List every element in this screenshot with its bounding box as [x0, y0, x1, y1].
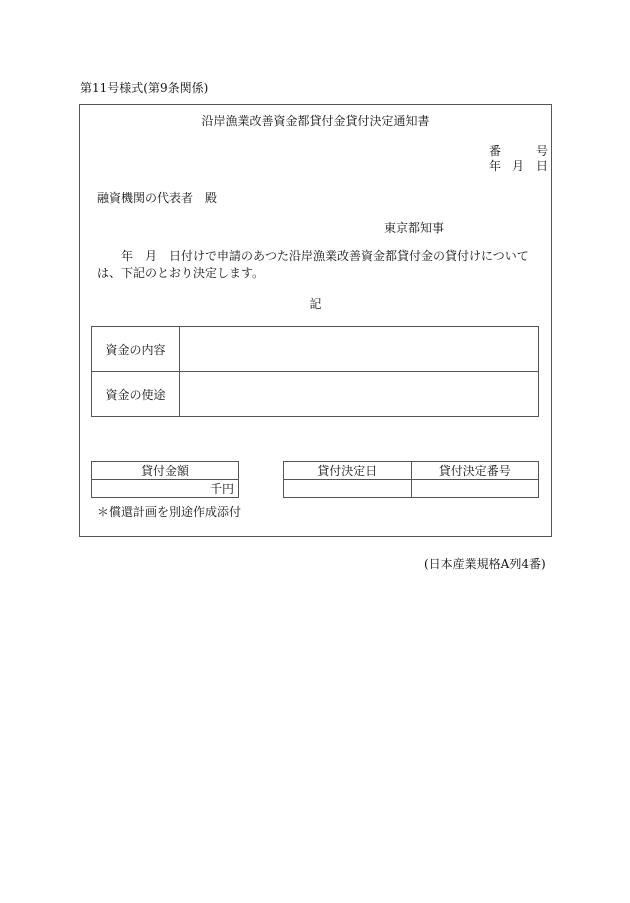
fund-details-table: [91, 326, 539, 417]
loan-amount-table: [91, 461, 239, 498]
month-label: 月: [512, 159, 525, 173]
year-label: 年: [489, 159, 502, 173]
loan-amount-header: 貸付金額: [92, 462, 239, 480]
form-number-label: 第11号様式(第9条関係): [80, 81, 209, 95]
decision-number-value[interactable]: [411, 480, 539, 498]
go-label: 号: [536, 144, 549, 158]
paper-size-note: (日本産業規格A列4番): [424, 557, 546, 571]
table-row: [92, 372, 539, 417]
ki-heading: 記: [309, 297, 322, 311]
fund-usage-label: 資金の使途: [92, 372, 180, 417]
repayment-note: ＊償還計画を別途作成添付: [97, 505, 242, 519]
table-row: [92, 327, 539, 372]
addressee: 融資機関の代表者 殿: [97, 191, 218, 205]
loan-decision-table: [283, 461, 539, 498]
day-label: 日: [536, 159, 549, 173]
decision-date-value[interactable]: [284, 480, 412, 498]
decision-number-header: 貸付決定番号: [411, 462, 539, 480]
fund-content-label: 資金の内容: [92, 327, 180, 372]
document-title: 沿岸漁業改善資金都貸付金貸付決定通知書: [201, 114, 430, 128]
fund-usage-value[interactable]: [180, 372, 539, 417]
body-text: 年 月 日付けで申請のあつた沿岸漁業改善資金都貸付金の貸付けについては、下記のとおり決定します。: [97, 249, 529, 280]
sender: 東京都知事: [384, 221, 445, 235]
fund-content-value[interactable]: [180, 327, 539, 372]
loan-amount-unit[interactable]: 千円: [92, 480, 239, 498]
decision-date-header: 貸付決定日: [284, 462, 412, 480]
ban-label: 番: [489, 144, 502, 158]
